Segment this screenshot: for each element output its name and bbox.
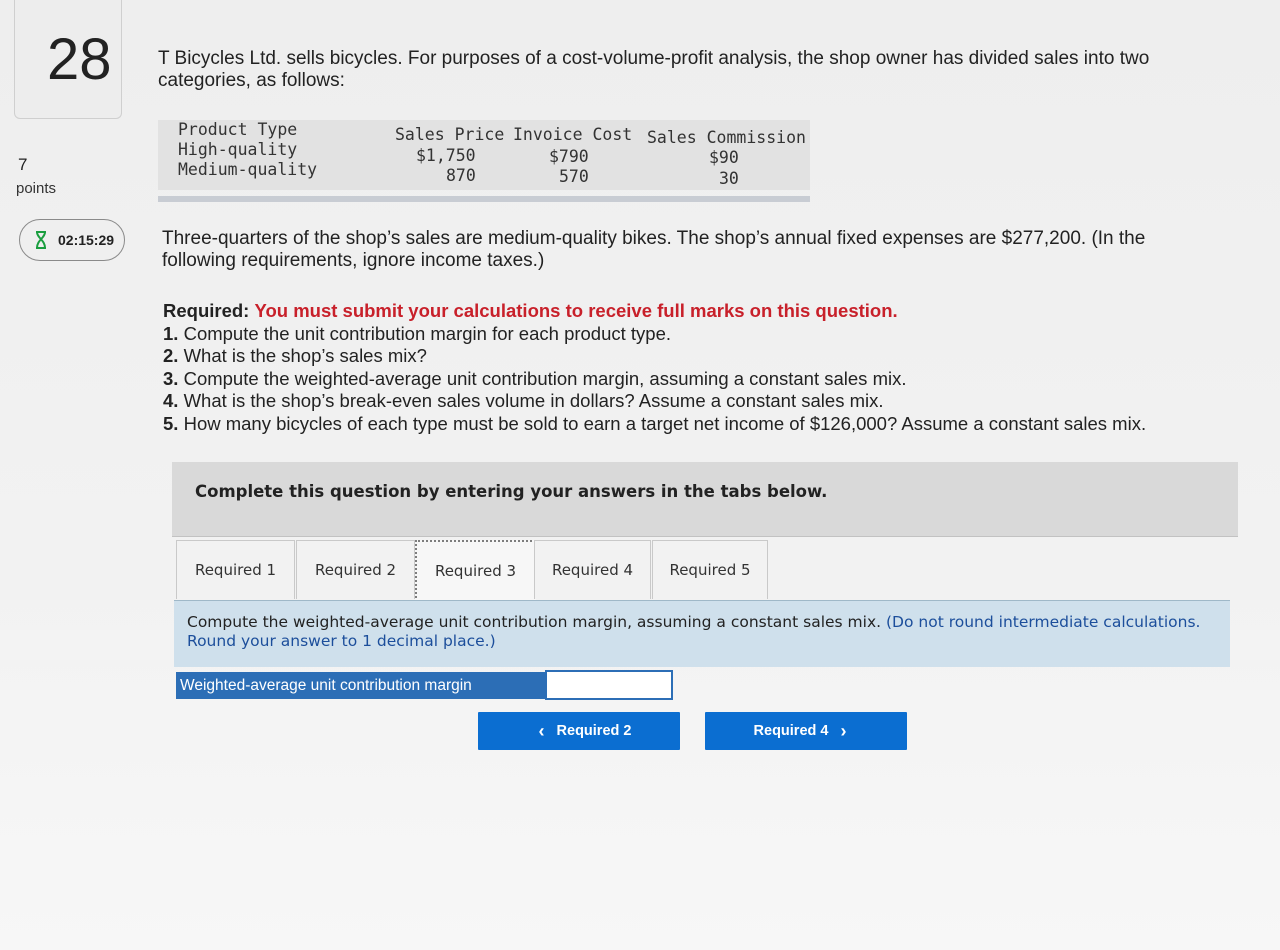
requirements	[163, 300, 1243, 435]
points-value: 7	[18, 155, 28, 174]
table-bottom-rule	[158, 196, 810, 202]
tab-instruction	[174, 600, 1230, 667]
requirement-item: 4. What is the shop’s break-even sales volume in dollars? Assume a constant sales mix.	[163, 390, 884, 411]
points-label: points	[16, 180, 57, 197]
header-sales-commission: Sales Commission	[647, 128, 806, 147]
prev-button-label: Required 2	[556, 723, 632, 739]
row-1-product: High-quality	[178, 140, 298, 159]
row-2-invoice-cost: 570	[559, 167, 589, 186]
instruction-note: (Do not round intermediate calculations. Round your answer to 1 decimal place.)	[187, 613, 1201, 650]
row-1-sales-price: $1,750	[416, 146, 476, 165]
header-product-type: Product Type	[178, 120, 298, 139]
required-warning: You must submit your calculations to receive full marks on this question.	[254, 300, 898, 321]
scenario-text: Three-quarters of the shop’s sales are medium-quality bikes. The shop’s annual fixed expenses are $277,200. (In the following requirements, ignore income taxes.)	[162, 228, 1146, 271]
next-required-4-button[interactable]	[705, 712, 907, 750]
row-2-sales-commission: 30	[719, 169, 739, 188]
row-1-invoice-cost: $790	[549, 147, 589, 166]
row-2-product: Medium-quality	[178, 160, 318, 179]
timer[interactable]	[19, 219, 125, 261]
hourglass-icon	[34, 231, 48, 249]
header-sales-price: Sales Price	[395, 125, 505, 144]
question-number-box	[14, 0, 122, 119]
tab-required-2[interactable]: Required 2	[296, 540, 415, 599]
header-invoice-cost: Invoice Cost	[513, 125, 633, 144]
instructions-banner	[172, 462, 1238, 537]
required-heading: Required:	[163, 300, 250, 321]
intro-text: T Bicycles Ltd. sells bicycles. For purposes of a cost-volume-profit analysis, the shop owner has divided sales into two categories, as follows:	[158, 48, 1150, 91]
tab-required-5[interactable]: Required 5	[652, 540, 768, 599]
instruction-text: Compute the weighted-average unit contribution margin, assuming a constant sales mix.	[187, 613, 882, 631]
prev-required-2-button[interactable]	[478, 712, 680, 750]
requirement-item: 2. What is the shop’s sales mix?	[163, 345, 427, 366]
chevron-left-icon: ‹	[538, 720, 545, 741]
weighted-average-ucm-input[interactable]	[545, 670, 673, 700]
requirement-item: 5. How many bicycles of each type must be sold to earn a target net income of $126,000? Assume a constant sales mix.	[163, 412, 1147, 434]
row-1-sales-commission: $90	[709, 148, 739, 167]
tab-required-1[interactable]: Required 1	[176, 540, 295, 599]
tab-required-3[interactable]: Required 3	[415, 540, 536, 602]
row-2-sales-price: 870	[446, 166, 476, 185]
requirement-item: 3. Compute the weighted-average unit contribution margin, assuming a constant sales mix.	[163, 367, 907, 389]
timer-text: 02:15:29	[58, 232, 115, 248]
tab-required-4[interactable]: Required 4	[534, 540, 651, 599]
answer-label: Weighted-average unit contribution margin	[176, 672, 546, 699]
next-button-label: Required 4	[753, 723, 829, 739]
chevron-right-icon: ›	[840, 720, 847, 741]
requirement-item: 1. Compute the unit contribution margin for each product type.	[163, 322, 672, 344]
question-number: 28	[47, 27, 112, 92]
instructions-banner-text: Complete this question by entering your answers in the tabs below.	[195, 482, 828, 501]
